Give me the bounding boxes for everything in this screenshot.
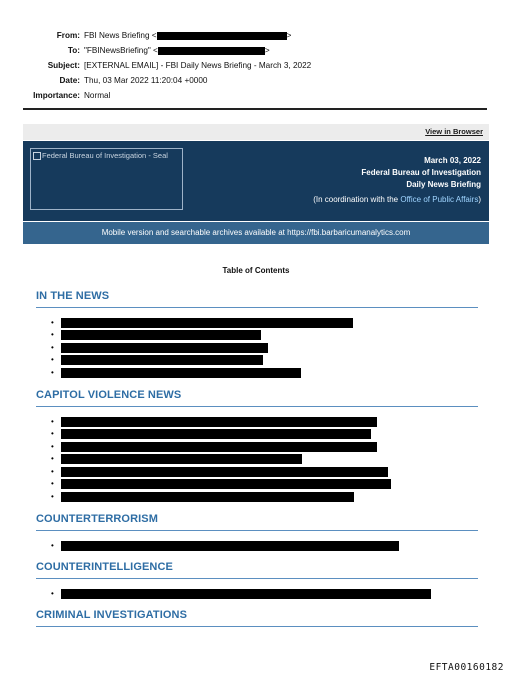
toc-title: Table of Contents xyxy=(222,266,290,275)
seal-alt-text xyxy=(33,151,178,161)
date-row xyxy=(0,73,400,88)
section-capitol-violence-news xyxy=(36,389,476,505)
date-label: Date: xyxy=(59,76,80,85)
redacted-toc-item xyxy=(61,330,261,340)
redacted-toc-item xyxy=(61,467,388,477)
header-divider xyxy=(23,108,487,110)
broken-image-icon xyxy=(33,152,41,160)
from-suffix: > xyxy=(286,31,292,40)
section-title[interactable]: CRIMINAL INVESTIGATIONS xyxy=(36,609,188,621)
section-divider xyxy=(36,530,478,531)
bullet-icon: • xyxy=(51,429,54,438)
redacted-toc-item xyxy=(61,541,399,551)
section-title[interactable]: CAPITOL VIOLENCE NEWS xyxy=(36,389,182,401)
redacted-toc-item xyxy=(61,492,354,502)
from-value xyxy=(84,28,291,43)
view-in-browser-link[interactable]: View in Browser xyxy=(425,127,483,136)
bullet-icon: • xyxy=(51,442,54,451)
redacted-toc-item xyxy=(61,417,377,427)
subject-row xyxy=(0,58,400,73)
redacted-toc-item xyxy=(61,442,377,452)
redacted-toc-item xyxy=(61,368,301,378)
bullet-icon: • xyxy=(51,479,54,488)
section-counterterrorism xyxy=(36,513,476,553)
office-public-affairs-link[interactable]: Office of Public Affairs xyxy=(400,195,479,204)
importance-label: Importance: xyxy=(33,91,80,100)
section-criminal-investigations xyxy=(36,609,476,631)
importance-value: Normal xyxy=(84,91,111,100)
section-title[interactable]: COUNTERTERRORISM xyxy=(36,513,158,525)
redaction-block xyxy=(157,32,287,40)
bullet-icon: • xyxy=(51,541,54,550)
bullet-icon: • xyxy=(51,467,54,476)
section-divider xyxy=(36,307,478,308)
bullet-icon: • xyxy=(51,492,54,501)
bullet-icon: • xyxy=(51,368,54,377)
briefing-product: Daily News Briefing xyxy=(406,180,481,189)
redacted-toc-item xyxy=(61,589,431,599)
seal-image-placeholder xyxy=(30,148,183,210)
redaction-block xyxy=(158,47,265,55)
to-name: "FBINewsBriefing" < xyxy=(84,46,158,55)
section-divider xyxy=(36,626,478,627)
document-id: EFTA00160182 xyxy=(429,662,504,673)
to-value xyxy=(84,43,270,58)
bullet-icon: • xyxy=(51,343,54,352)
subject-value: [EXTERNAL EMAIL] - FBI Daily News Briefing - March 3, 2022 xyxy=(84,61,312,70)
seal-alt-label: Federal Bureau of Investigation - Seal xyxy=(42,151,168,160)
redacted-toc-item xyxy=(61,318,353,328)
briefing-title-block xyxy=(361,155,481,191)
newsletter-banner xyxy=(23,141,489,221)
coordination-note xyxy=(313,195,481,204)
redacted-toc-item xyxy=(61,429,371,439)
from-label: From: xyxy=(56,31,80,40)
redacted-toc-item xyxy=(61,479,391,489)
archive-link[interactable]: https://fbi.barbaricumanalytics.com xyxy=(287,228,411,237)
briefing-org: Federal Bureau of Investigation xyxy=(361,168,481,177)
bullet-icon: • xyxy=(51,318,54,327)
subject-label: Subject: xyxy=(47,61,80,70)
to-label: To: xyxy=(67,46,80,55)
bullet-icon: • xyxy=(51,330,54,339)
bullet-icon: • xyxy=(51,417,54,426)
bullet-icon: • xyxy=(51,355,54,364)
section-title[interactable]: IN THE NEWS xyxy=(36,290,110,302)
date-value: Thu, 03 Mar 2022 11:20:04 +0000 xyxy=(84,76,208,85)
section-divider xyxy=(36,406,478,407)
redacted-toc-item xyxy=(61,454,302,464)
redacted-toc-item xyxy=(61,343,268,353)
section-in-the-news xyxy=(36,290,476,380)
from-row xyxy=(0,28,400,43)
mobile-archive-bar xyxy=(23,222,489,244)
coord-suffix: ) xyxy=(478,195,481,204)
view-browser-bar xyxy=(23,124,489,140)
email-header xyxy=(0,28,400,103)
redacted-toc-item xyxy=(61,355,263,365)
bullet-icon: • xyxy=(51,454,54,463)
to-row xyxy=(0,43,400,58)
mobile-prefix: Mobile version and searchable archives available at xyxy=(101,228,288,237)
briefing-date: March 03, 2022 xyxy=(424,156,481,165)
from-name: FBI News Briefing < xyxy=(84,31,157,40)
to-suffix: > xyxy=(264,46,270,55)
section-divider xyxy=(36,578,478,579)
importance-row xyxy=(0,88,400,103)
section-counterintelligence xyxy=(36,561,476,601)
coord-prefix: (In coordination with the xyxy=(313,195,401,204)
section-title[interactable]: COUNTERINTELLIGENCE xyxy=(36,561,173,573)
bullet-icon: • xyxy=(51,589,54,598)
